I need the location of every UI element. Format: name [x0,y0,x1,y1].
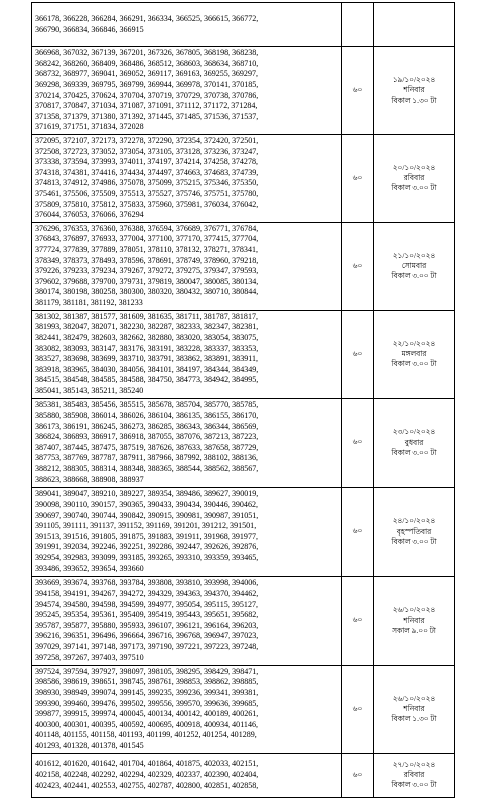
candidate-count-cell: ৬০ [342,753,374,797]
roll-number-line: 398586, 398619, 398651, 398745, 398761, 398853, 398862, 398885, [35,677,259,687]
roll-number-line: 397258, 397267, 397403, 397510 [35,652,144,662]
roll-number-line: 391513, 391516, 391805, 391875, 391883, 391911, 391968, 391977, [35,531,259,541]
roll-number-line: 384515, 384548, 384585, 384588, 384750, 384773, 384942, 384995, [35,375,259,385]
roll-number-line: 391991, 392034, 392246, 392251, 392286, 392447, 392626, 392876, [35,542,259,552]
roll-number-line: 402423, 402441, 402553, 402755, 402787, 402800, 402851, 402858, [35,780,259,790]
schedule-row [32,310,455,398]
roll-number-line: 383082, 383093, 383147, 383176, 383191, 383228, 383337, 383353, [35,343,259,353]
roll-number-line: 375461, 375506, 375509, 375513, 375527, 375746, 375751, 375780, [35,188,259,198]
exam-date: ২৭/১০/২০২৪ [392,759,436,769]
roll-number-line: 368732, 368977, 369041, 369052, 369117, 369163, 369255, 369297, [35,69,259,79]
exam-date: ২০/১০/২০২৪ [392,163,436,173]
roll-number-line: 393669, 393674, 393768, 393784, 393808, 393810, 393998, 394006, [35,578,259,588]
roll-number-line: 394574, 394580, 394598, 394599, 394977, 395054, 395115, 395127, [35,599,259,609]
exam-day: রবিবার [403,173,425,183]
roll-numbers-cell [32,753,342,797]
roll-number-line: 401293, 401328, 401378, 401545 [35,741,144,751]
roll-number-line: 371358, 371379, 371380, 371392, 371445, 371485, 371536, 371537, [35,111,259,121]
exam-date: ২৬/১০/২০২৪ [392,605,436,615]
roll-number-line: 385880, 385908, 386014, 386026, 386104, 386135, 386155, 386170, [35,410,259,420]
schedule-cell [374,753,455,797]
roll-number-line: 372508, 372723, 373052, 373054, 373105, 373128, 373236, 373247, [35,146,259,156]
roll-numbers-cell [32,576,342,665]
roll-number-line: 393486, 393652, 393654, 393660 [35,563,144,573]
roll-numbers-cell [32,135,342,223]
roll-numbers-cell [32,665,342,753]
candidate-count-cell: ৬০ [342,310,374,398]
roll-number-line: 376296, 376353, 376360, 376388, 376594, 376689, 376771, 376784, [35,223,259,233]
roll-number-line: 395787, 395877, 395880, 395933, 396107, 396121, 396164, 396203, [35,620,259,630]
schedule-row [32,665,455,753]
exam-time: বিকাল ৩.০০ টা [391,536,437,546]
exam-date: ২৪/১০/২০২৪ [392,516,436,526]
roll-number-line: 385041, 385143, 385211, 385240 [35,386,144,396]
exam-date: ১৯/১০/২০২৪ [392,75,436,85]
candidate-count-cell: ৬০ [342,576,374,665]
roll-number-line: 383918, 383965, 384030, 384056, 384101, 384197, 384344, 384349, [35,364,259,374]
candidate-count-cell: ৬০ [342,47,374,135]
roll-number-line: 400300, 400301, 400395, 400592, 400695, 400918, 400934, 401146, [35,719,259,729]
roll-number-line: 386824, 386893, 386917, 386918, 387055, 387076, 387213, 387223, [35,432,259,442]
exam-day: রবিবার [403,770,425,780]
exam-day: মঙ্গলবার [401,349,427,359]
exam-date: ২২/১০/২০২৪ [392,338,436,348]
schedule-cell [374,665,455,753]
exam-time: সকাল ৯.০০ টা [392,625,436,635]
roll-number-line: 371619, 371751, 371834, 372028 [35,122,144,132]
roll-numbers-cell [32,3,342,47]
roll-number-line: 395245, 395354, 395361, 395409, 395419, 395443, 395651, 395682, [35,610,259,620]
exam-time: বিকাল ৩.০০ টা [391,447,437,457]
roll-number-line: 402158, 402248, 402292, 402294, 402329, 402337, 402390, 402404, [35,769,259,779]
roll-number-line: 401148, 401155, 401158, 401193, 401199, 401252, 401254, 401289, [35,730,257,740]
roll-number-line: 378349, 378373, 378493, 378596, 378691, 378749, 378960, 379218, [35,255,259,265]
roll-number-line: 372095, 372107, 372173, 372278, 372290, 372354, 372420, 372501, [35,136,259,145]
schedule-row [32,3,455,47]
roll-number-line: 370817, 370847, 371034, 371087, 371091, 371112, 371172, 371284, [35,101,258,111]
schedule-cell [374,487,455,576]
roll-number-line: 376843, 376897, 376933, 377004, 377100, 377170, 377415, 377704, [35,234,259,244]
schedule-cell [374,3,455,47]
schedule-cell [374,398,455,487]
roll-number-line: 386173, 386191, 386245, 386273, 386285, 386343, 386344, 386569, [35,421,259,431]
exam-day: শনিবার [403,85,425,95]
roll-number-line: 387753, 387769, 387787, 387911, 387966, 387992, 388102, 388136, [35,453,259,463]
roll-number-line: 379226, 379233, 379234, 379267, 379272, 379275, 379347, 379593, [35,266,259,276]
roll-number-line: 388212, 388305, 388314, 388348, 388365, 388544, 388562, 388567, [35,463,259,473]
roll-number-line: 391105, 391111, 391137, 391152, 391169, 391201, 391212, 391501, [35,521,257,531]
roll-number-line: 382441, 382479, 382603, 382662, 382880, 383020, 383054, 383075, [35,333,259,343]
exam-day: বৃহস্পতিবার [396,526,432,536]
roll-number-line: 377724, 377839, 377889, 378051, 378110, 378132, 378271, 378341, [35,245,259,255]
exam-time: বিকাল ৩.০০ টা [391,780,437,790]
exam-time: বিকাল ৩.০০ টা [391,183,437,193]
exam-time: বিকাল ১.৩০ টা [391,95,437,105]
exam-schedule-body [32,3,455,798]
schedule-cell [374,576,455,665]
roll-number-line: 374813, 374912, 374986, 375078, 375099, 375215, 375346, 375350, [35,178,259,188]
exam-date: ২১/১০/২০২৪ [392,250,436,260]
roll-number-line: 381302, 381387, 381577, 381609, 381635, 381711, 381787, 381817, [35,311,259,321]
roll-number-line: 399390, 399460, 399476, 399502, 399556, 399570, 399636, 399685, [35,698,259,708]
roll-number-line: 373338, 373594, 373993, 374011, 374197, 374214, 374258, 374278, [35,157,259,167]
candidate-count-cell: ৬০ [342,487,374,576]
roll-number-line: 388623, 388668, 388908, 388937 [35,474,144,484]
candidate-count-cell: ৬০ [342,665,374,753]
roll-number-line: 381993, 382047, 382071, 382230, 382287, 382333, 382347, 382381, [35,322,259,332]
roll-number-line: 397524, 397594, 397927, 398097, 398105, 398295, 398429, 398471, [35,666,259,676]
roll-number-line: 383527, 383698, 383699, 383710, 383791, 383862, 383891, 383911, [35,354,259,364]
schedule-row [32,47,455,135]
roll-number-line: 379602, 379688, 379700, 379731, 379819, 380047, 380085, 380134, [35,276,259,286]
schedule-row [32,135,455,223]
roll-number-line: 376044, 376053, 376066, 376294 [35,210,144,220]
schedule-row [32,487,455,576]
roll-number-line: 375809, 375810, 375812, 375833, 375960, 375981, 376034, 376042, [35,199,259,209]
candidate-count-cell: ৬০ [342,222,374,310]
schedule-cell [374,222,455,310]
candidate-count-cell [342,3,374,47]
schedule-cell [374,135,455,223]
exam-day: সোমবার [401,261,427,271]
roll-numbers-cell [32,487,342,576]
schedule-row [32,398,455,487]
roll-number-line: 374318, 374381, 374416, 374434, 374497, 374663, 374683, 374739, [35,167,259,177]
roll-numbers-cell [32,222,342,310]
roll-number-line: 389041, 389047, 389210, 389227, 389354, 389486, 389627, 390019, [35,489,259,499]
roll-number-line: 398930, 398949, 399074, 399145, 399235, 399236, 399341, 399381, [35,688,259,698]
roll-number-line: 380174, 380198, 380258, 380300, 380320, 380432, 380710, 380844, [35,287,259,297]
exam-time: বিকাল ১.৩০ টা [391,714,437,724]
roll-number-line: 387407, 387445, 387475, 387519, 387626, 387633, 387658, 387729, [35,442,259,452]
candidate-count-cell: ৬০ [342,398,374,487]
schedule-cell [374,47,455,135]
exam-schedule-table [31,2,455,798]
roll-number-line: 392954, 392983, 393099, 393185, 393265, 393310, 393359, 393465, [35,552,259,562]
roll-number-line: 369298, 369339, 369795, 369799, 369944, 369978, 370141, 370185, [35,79,259,89]
roll-number-line: 390098, 390110, 390157, 390365, 390433, 390434, 390446, 390462, [35,499,259,509]
candidate-count-cell: ৬০ [342,135,374,223]
roll-number-line: 366178, 366228, 366284, 366291, 366334, 366525, 366615, 366772, [35,13,259,23]
schedule-row [32,222,455,310]
schedule-row [32,753,455,797]
roll-number-line: 396216, 396351, 396496, 396664, 396716, 396768, 396947, 397023, [35,631,259,641]
roll-number-line: 366790, 366834, 366846, 366915 [35,24,144,34]
roll-numbers-cell [32,398,342,487]
schedule-cell [374,310,455,398]
roll-number-line: 385381, 385483, 385456, 385515, 385678, 385704, 385770, 385785, [35,400,259,410]
roll-number-line: 368242, 368260, 368409, 368486, 368512, 368603, 368634, 368710, [35,58,259,68]
exam-date: ২৩/১০/২০২৪ [392,427,436,437]
roll-numbers-cell [32,310,342,398]
exam-date: ২৬/১০/২০২৪ [392,693,436,703]
schedule-row [32,576,455,665]
exam-time: বিকাল ৩.০০ টা [391,359,437,369]
roll-number-line: 381179, 381181, 381192, 381233 [35,298,143,308]
roll-number-line: 401612, 401620, 401642, 401704, 401864, 401875, 402033, 402151, [35,759,259,769]
roll-number-line: 390697, 390740, 390744, 390842, 390915, 390981, 390987, 391051, [35,510,259,520]
roll-number-line: 394158, 394191, 394267, 394272, 394329, 394363, 394370, 394462, [35,588,259,598]
roll-number-line: 397029, 397141, 397148, 397173, 397190, 397221, 397223, 397248, [35,641,259,651]
roll-number-line: 366968, 367032, 367139, 367201, 367326, 367805, 368198, 368238, [35,48,259,58]
roll-numbers-cell [32,47,342,135]
roll-number-line: 370214, 370425, 370624, 370704, 370719, 370729, 370738, 370786, [35,90,259,100]
roll-number-line: 399877, 399915, 399974, 400045, 400134, 400142, 400189, 400261, [35,709,259,719]
exam-day: শনিবার [403,704,425,714]
exam-day: শনিবার [403,615,425,625]
exam-day: বুধবার [404,437,424,447]
exam-time: বিকাল ৩.০০ টা [391,271,437,281]
